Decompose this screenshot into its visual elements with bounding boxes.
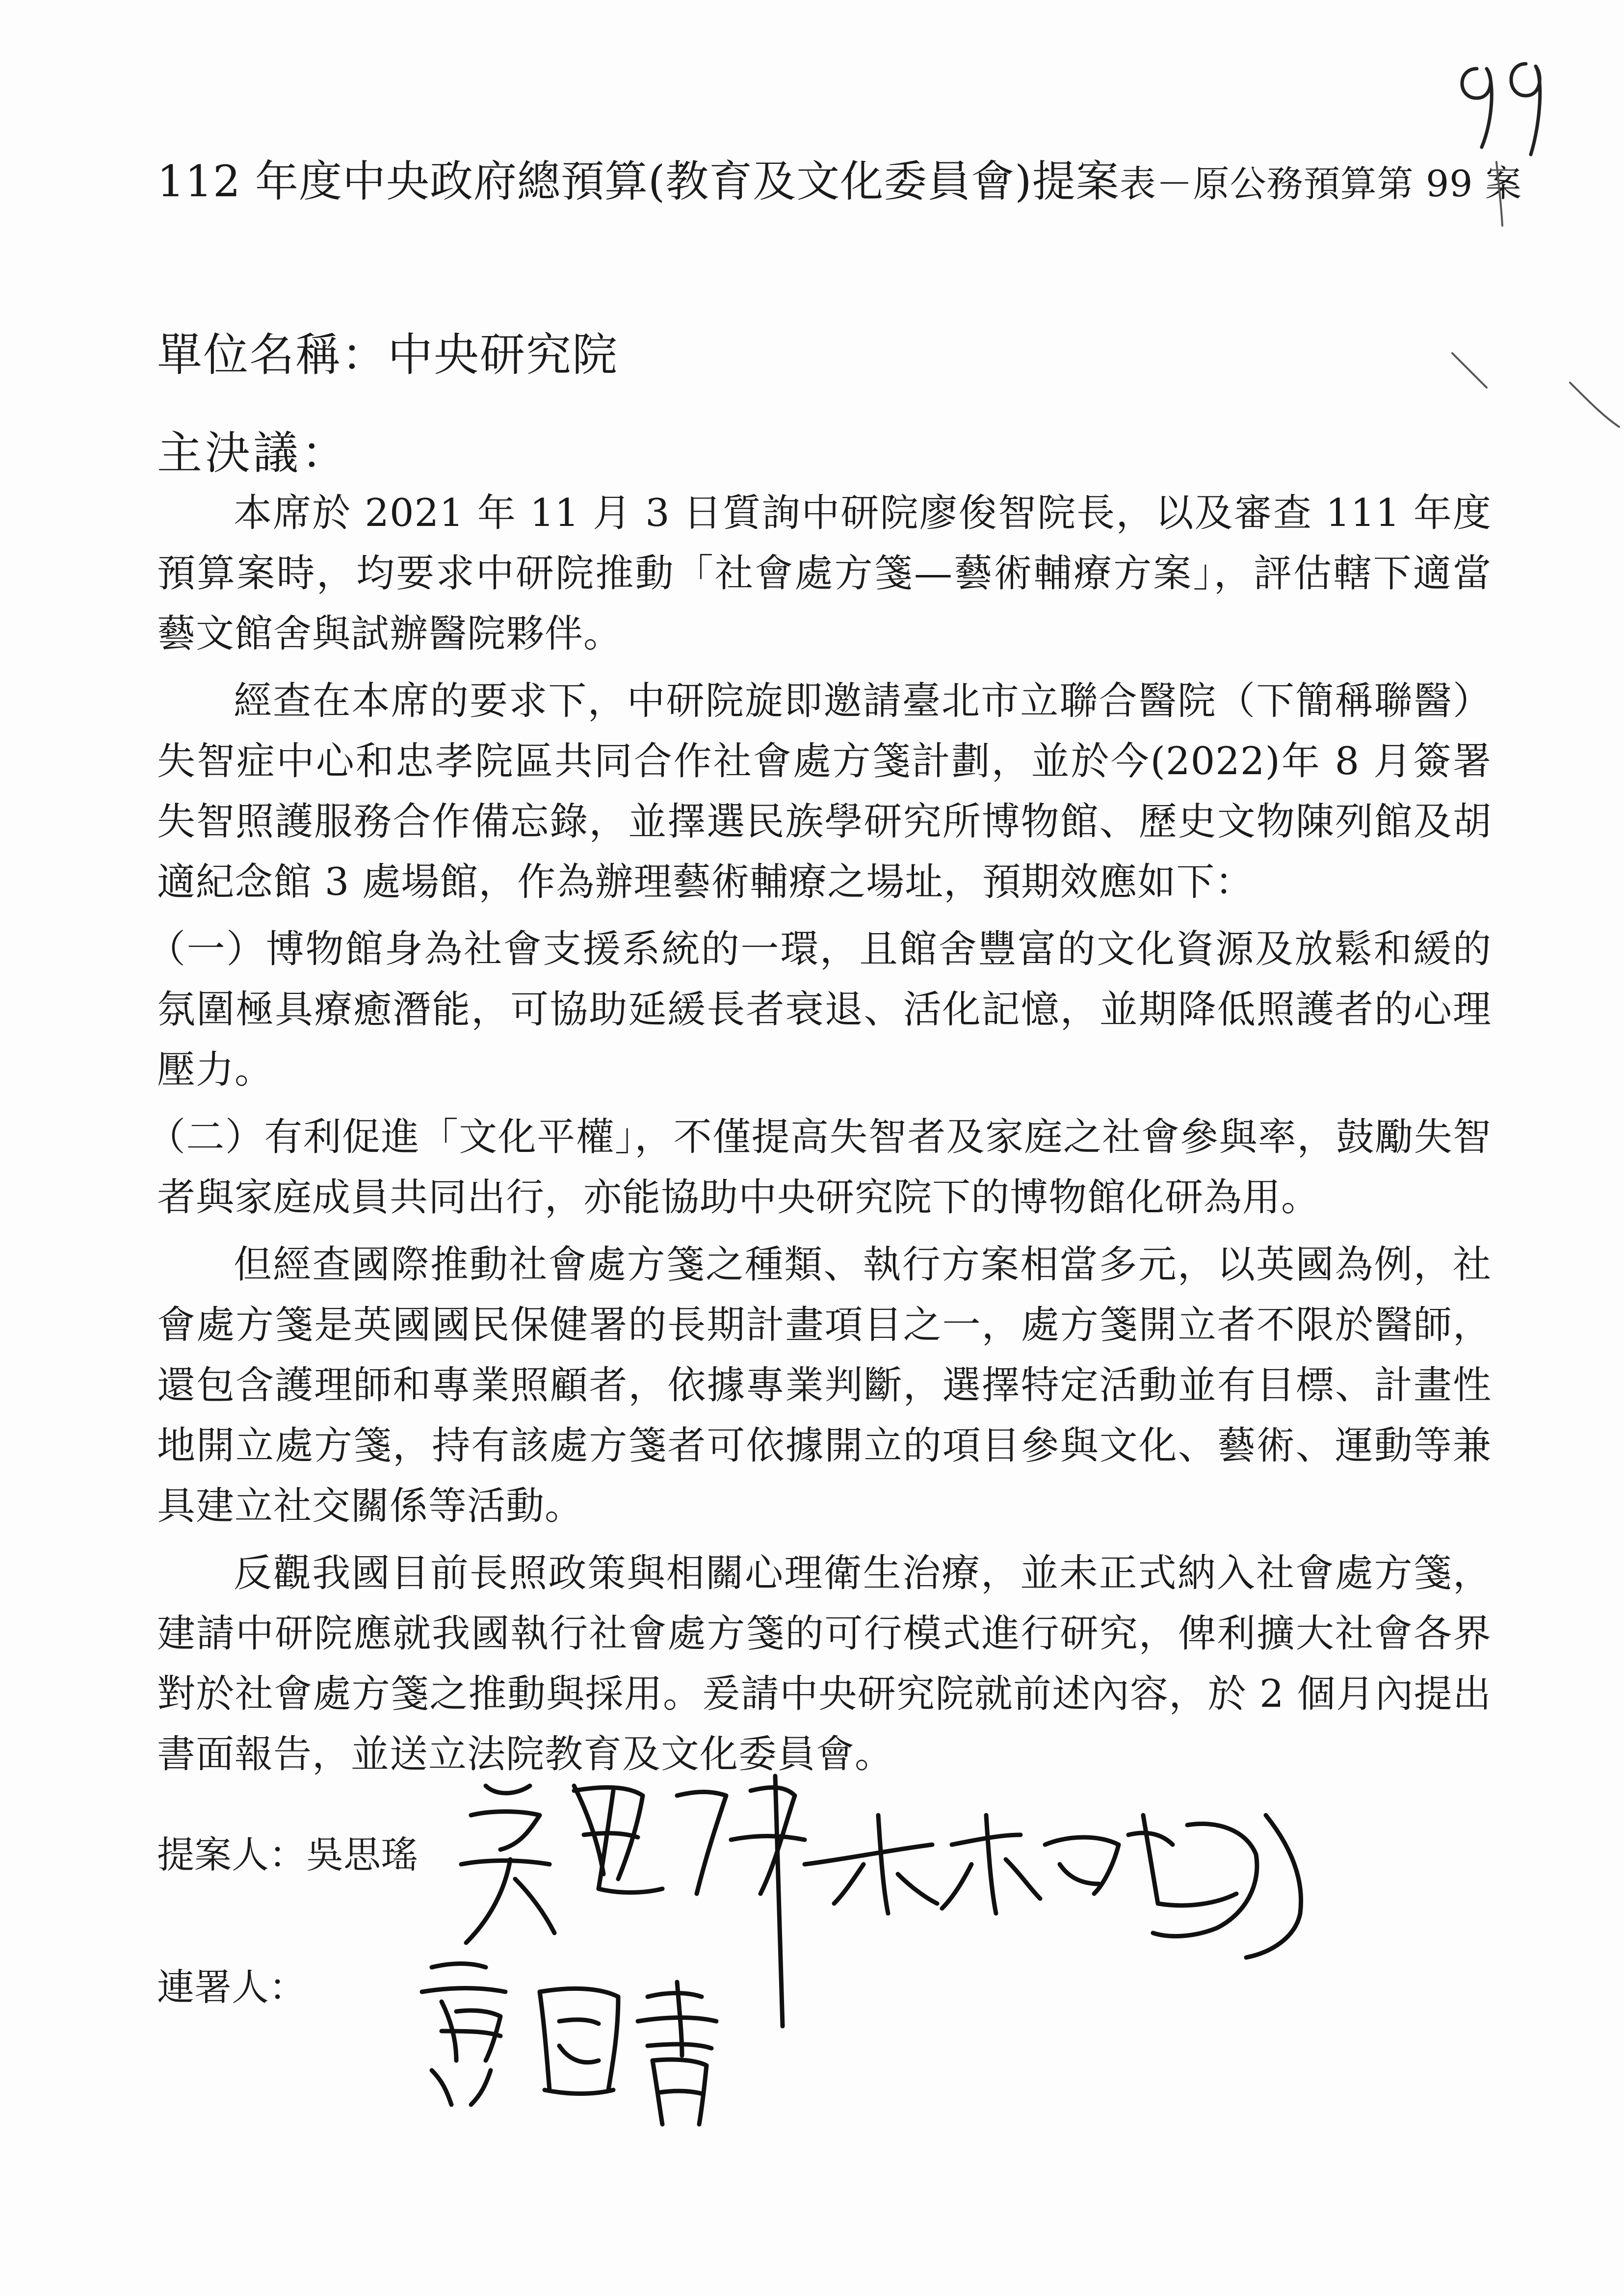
paragraph-3: 但經查國際推動社會處方箋之種類、執行方案相當多元，以英國為例，社會處方箋是英國國民保健署的長期計畫項目之一，處方箋開立者不限於醫師，還包含護理師和專業照顧者，依據專業判斷，選擇特定活動並有目標、計畫性地開立處方箋，持有該處方箋者可依據開立的項目參與文化、藝術、運動等兼具建立社交關係等活動。 [157,1243,1492,1528]
cosigner-line: 連署人： [157,1965,306,2009]
paragraph-1: 本席於 2021 年 11 月 3 日質詢中研院廖俊智院長，以及審查 111 年度預算案時，均要求中研院推動「社會處方箋—藝術輔療方案」，評估轄下適當藝文館舍與試辦醫院夥伴。 [157,491,1492,656]
paragraph-4: 反觀我國目前長照政策與相關心理衛生治療，並未正式納入社會處方箋，建請中研院應就我國執行社會處方箋的可行模式進行研究，俾利擴大社會各界對於社會處方箋之推動與採用。爰請中央研究院就前述內容，於 2 個月內提出書面報告，並送立法院教育及文化委員會。 [157,1551,1492,1776]
document-title [157,147,1521,209]
proposer-line: 提案人：吳思瑤 [157,1833,418,1877]
title-suffix: 表－原公務預算第 99 案 [1119,163,1522,205]
title-main: 112 年度中央政府總預算(教育及文化委員會)提案 [157,156,1120,207]
signature-3 [422,1964,716,2125]
main-decision-label: 主決議： [157,427,350,479]
signature-2 [805,1815,1301,1957]
unit-name: 單位名稱：中央研究院 [157,329,619,381]
paragraph-2: 經查在本席的要求下，中研院旋即邀請臺北市立聯合醫院（下簡稱聯醫）失智症中心和忠孝院區共同合作社會處方箋計劃，並於今(2022)年 8 月簽署失智照護服務合作備忘錄，並擇選民族學研究所博物館、歷史文物陳列館及胡適紀念館 3 處場館，作為辦理藝術輔療之場址，預期效應如下： [157,679,1492,904]
list-item-2: （二）有利促進「文化平權」，不僅提高失智者及家庭之社會參與率，鼓勵失智者與家庭成員共同出行，亦能協助中央研究院下的博物館化研為用。 [147,1115,1492,1220]
body-text [147,483,1492,1792]
signature-1 [461,1776,805,2026]
list-item-1: （一）博物館身為社會支援系統的一環，且館舍豐富的文化資源及放鬆和緩的氛圍極具療癒潛能，可協助延緩長者衰退、活化記憶，並期降低照護者的心理壓力。 [147,927,1492,1092]
